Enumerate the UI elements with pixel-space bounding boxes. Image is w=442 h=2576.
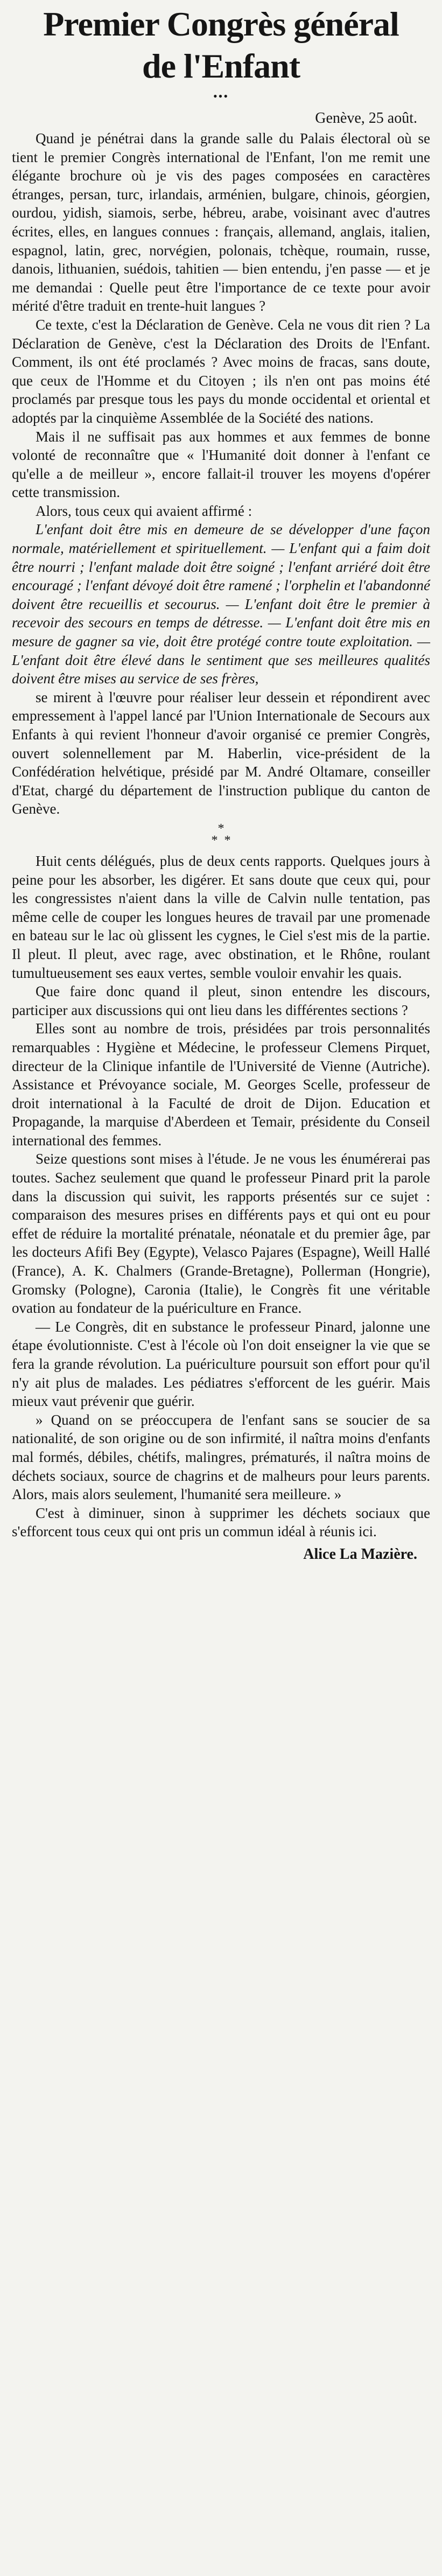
article-headline <box>12 3 430 87</box>
paragraph: Elles sont au nombre de trois, présidées par trois personnalités remarquables : Hygiène et Médecine, le professeur Clemens Pirquet, directeur de la Clinique infantile de l'Université de Vienne (Autriche). Assistance et Prévoyance sociale, M. Georges Scelle, professeur de droit international à la Faculté de droit de Dijon. Education et Propagande, la marquise d'Aberdeen et Temair, présidente du Conseil international des femmes. <box>12 1020 430 1149</box>
headline-ornament: ••• <box>213 89 229 103</box>
paragraph: se mirent à l'œuvre pour réaliser leur dessein et répondirent avec empressement à l'appel lancé par l'Union Internationale de Secours aux Enfants à qui revient l'honneur d'avoir organisé ce premier Congrès, ouvert solennellement par M. Haberlin, vice-président de la Confédération helvétique, présidé par M. André Oltamare, conseiller d'Etat, chargé du département de l'instruction publique du canton de Genève. <box>12 689 430 817</box>
paragraph: C'est à diminuer, sinon à supprimer les déchets sociaux que s'efforcent tous ceux qui ont pris un commun idéal à réunis ici. <box>12 1504 430 1540</box>
paragraph: Que faire donc quand il pleut, sinon entendre les discours, participer aux discussions qui ont lieu dans les différentes sections ? <box>12 983 430 1018</box>
dateline: Genève, 25 août. <box>315 110 417 127</box>
paragraph: Mais il ne suffisait pas aux hommes et aux femmes de bonne volonté de reconnaître que « l'Humanité doit donner à l'enfant ce qu'elle a de meilleur », encore fallait-il trouver les moyens d'opérer cette transmission. <box>12 428 430 501</box>
paragraph: Ce texte, c'est la Déclaration de Genève. Cela ne vous dit rien ? La Déclaration de Genève, c'est la Déclaration des Droits de l'Enfant. Comment, ils ont été proclamés ? Avec moins de fracas, sans doute, que ceux de l'Homme et du Citoyen ; ils n'en ont pas moins été proclamés par presque tous les pays du monde occidental et oriental et adoptés par la cinquième Assemblée de la Société des nations. <box>12 316 430 426</box>
author-signature: Alice La Mazière. <box>303 1545 417 1563</box>
paragraph: » Quand on se préoccupera de l'enfant sans se soucier de sa nationalité, de son origine ou de son infirmité, il naîtra moins d'enfants mal formés, débiles, chétifs, malingres, prématurés, il naîtra moins de déchets sociaux, source de chagrins et de malheurs pour leurs parents. Alors, mais alors seulement, l'humanité sera meilleure. » <box>12 1411 430 1503</box>
asterism-top: * <box>218 821 224 836</box>
paragraph: Quand je pénétrai dans la grande salle du Palais électoral où se tient le premier Congrès international de l'Enfant, l'on me remit une élégante brochure où je vis des pages composées en caractères étranges, persan, turc, irlandais, arménien, bulgare, chinois, géorgien, ourdou, yidish, siamois, serbe, hébreu, arabe, voisinant avec d'autres écrites, elles, en langues connues : français, allemand, anglais, italien, espagnol, latin, grec, norvégien, polonais, tchèque, roumain, russe, danois, lithuanien, suédois, tahitien — bien entendu, j'en passe — et je me demandai : Quelle peut être l'importance de ce texte pour avoir mérité d'être traduit en trente-huit langues ? <box>12 130 430 314</box>
italic-declaration-quote: L'enfant doit être mis en demeure de se développer d'une façon normale, matériellement et spirituellement. — L'enfant qui a faim doit être nourri ; l'enfant malade doit être soigné ; l'enfant arriéré doit être encouragé ; l'enfant dévoyé doit être ramené ; l'orphelin et l'abandonné doivent être recueillis et secourus. — L'enfant doit être le premier à recevoir des secours en temps de détresse. — L'enfant doit être mis en mesure de gagner sa vie, doit être protégé contre toute exploitation. — L'enfant doit être élevé dans le sentiment que ses meilleures qualités doivent être mises au service de ses frères, <box>12 521 430 687</box>
paragraph: Huit cents délégués, plus de deux cents rapports. Quelques jours à peine pour les absorber, les digérer. Et sans doute que ceux qui, pour les congressistes n'aient dans la ville de Calvin nulle tentation, pas même celle de couper les longues heures de travail par une promenade en bateau sur le lac où glissent les cygnes, le Ciel s'est mis de la partie. Il pleut. Il pleut, avec rage, avec obstination, et le Rhône, roulant tumultueusement ses eaux vertes, semble vouloir envahir les quais. <box>12 852 430 981</box>
paragraph: Seize questions sont mises à l'étude. Je ne vous les énumérerai pas toutes. Sachez seulement que quand le professeur Pinard prit la parole dans la discussion qui suivit, les rapports présentés sur ce sujet : comparaison des mesures prises en différents pays et qui ont eu pour effet de réduire la mortalité prénatale, néonatale et du premier âge, par les docteurs Afifi Bey (Egypte), Velasco Pajares (Espagne), Weill Hallé (France), A. K. Chalmers (Grande-Bretagne), Pollerman (Hongrie), Gromsky (Pologne), Caronia (Italie), le Congrès fit une véritable ovation au fondateur de la puériculture en France. <box>12 1151 430 1317</box>
section-asterism <box>12 823 430 846</box>
paragraph: — Le Congrès, dit en substance le professeur Pinard, jalonne une étape évolutionniste. C'est à l'école où l'on doit enseigner la vie que se fera la grande révolution. La puériculture poursuit son effort pour qu'il n'y ait plus de malades. Les pédiatres s'efforcent de les guérir. Mais mieux vaut prévenir que guérir. <box>12 1318 430 1410</box>
asterism-bottom: * * <box>211 833 231 848</box>
paragraph: Alors, tous ceux qui avaient affirmé : <box>36 502 252 519</box>
headline-line-1: Premier Congrès général <box>43 5 399 43</box>
article-body <box>12 129 430 1541</box>
headline-line-2: de l'Enfant <box>142 47 300 85</box>
